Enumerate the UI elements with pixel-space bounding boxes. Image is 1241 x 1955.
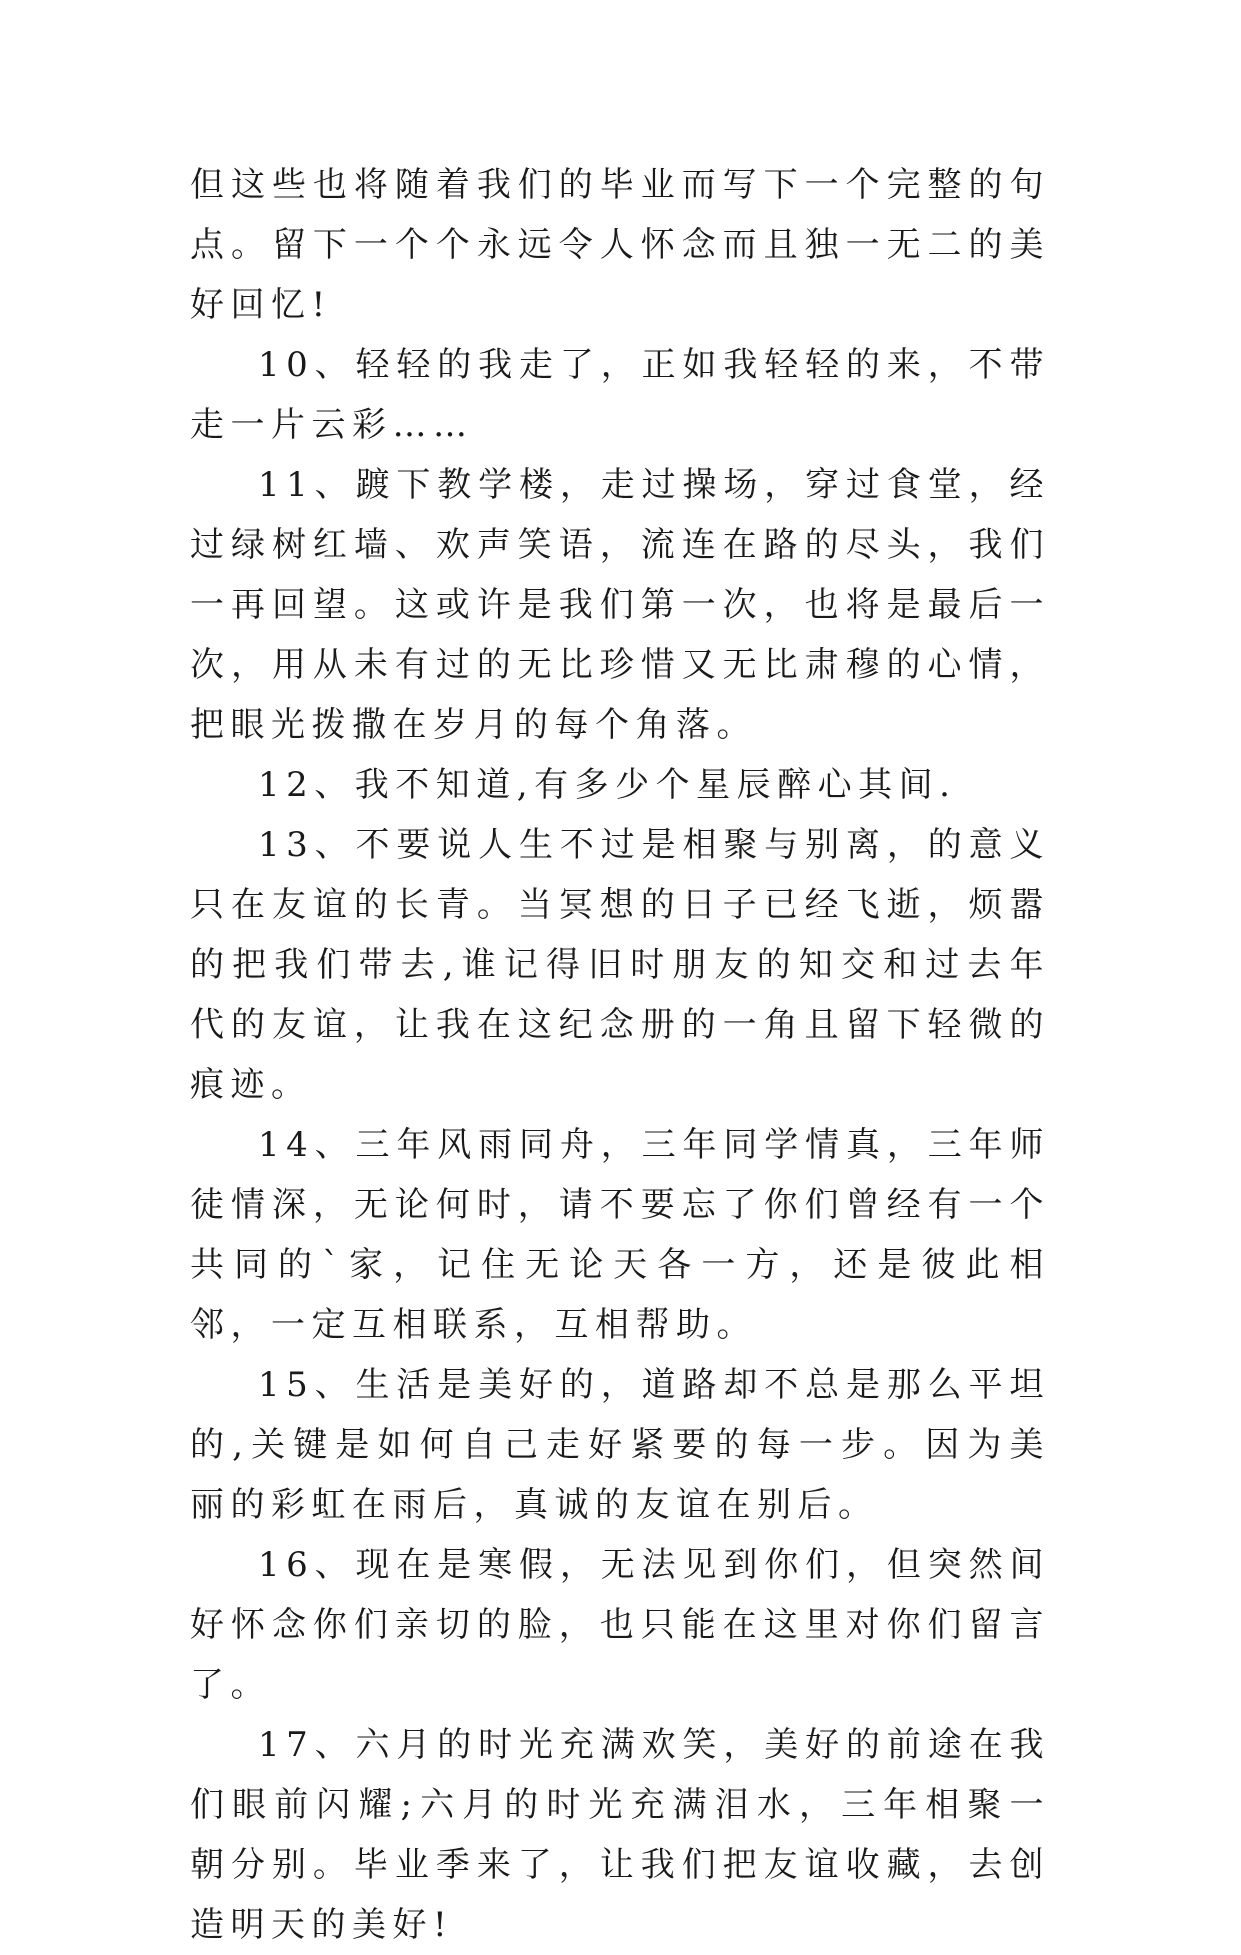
paragraph-14: 14、三年风雨同舟，三年同学情真，三年师徒情深，无论何时，请不要忘了你们曾经有一个共同的`家，记住无论天各一方，还是彼此相邻，一定互相联系，互相帮助。 (190, 1125, 1050, 1345)
paragraph-13: 13、不要说人生不过是相聚与别离，的意义只在友谊的长青。当冥想的日子已经飞逝，烦嚣的把我们带去,谁记得旧时朋友的知交和过去年代的友谊，让我在这纪念册的一角且留下轻微的痕迹。 (190, 825, 1050, 1105)
paragraph-15: 15、生活是美好的，道路却不总是那么平坦的,关键是如何自己走好紧要的每一步。因为美丽的彩虹在雨后，真诚的友谊在别后。 (190, 1365, 1050, 1525)
paragraph-11: 11、踱下教学楼，走过操场，穿过食堂，经过绿树红墙、欢声笑语，流连在路的尽头，我们一再回望。这或许是我们第一次，也将是最后一次，用从未有过的无比珍惜又无比肃穆的心情，把眼光拨撒在岁月的每个角落。 (190, 465, 1050, 745)
paragraph-16: 16、现在是寒假，无法见到你们，但突然间好怀念你们亲切的脸，也只能在这里对你们留言了。 (190, 1545, 1050, 1705)
paragraph-12: 12、我不知道,有多少个星辰醉心其间. (258, 765, 957, 805)
paragraph-17: 17、六月的时光充满欢笑，美好的前途在我们眼前闪耀;六月的时光充满泪水，三年相聚一朝分别。毕业季来了，让我们把友谊收藏，去创造明天的美好! (190, 1725, 1050, 1945)
paragraph-continuation: 但这些也将随着我们的毕业而写下一个完整的句点。留下一个个永远令人怀念而且独一无二的美好回忆! (190, 165, 1050, 325)
document-body (190, 155, 1050, 1955)
paragraph-10: 10、轻轻的我走了，正如我轻轻的来，不带走一片云彩…… (190, 345, 1050, 445)
